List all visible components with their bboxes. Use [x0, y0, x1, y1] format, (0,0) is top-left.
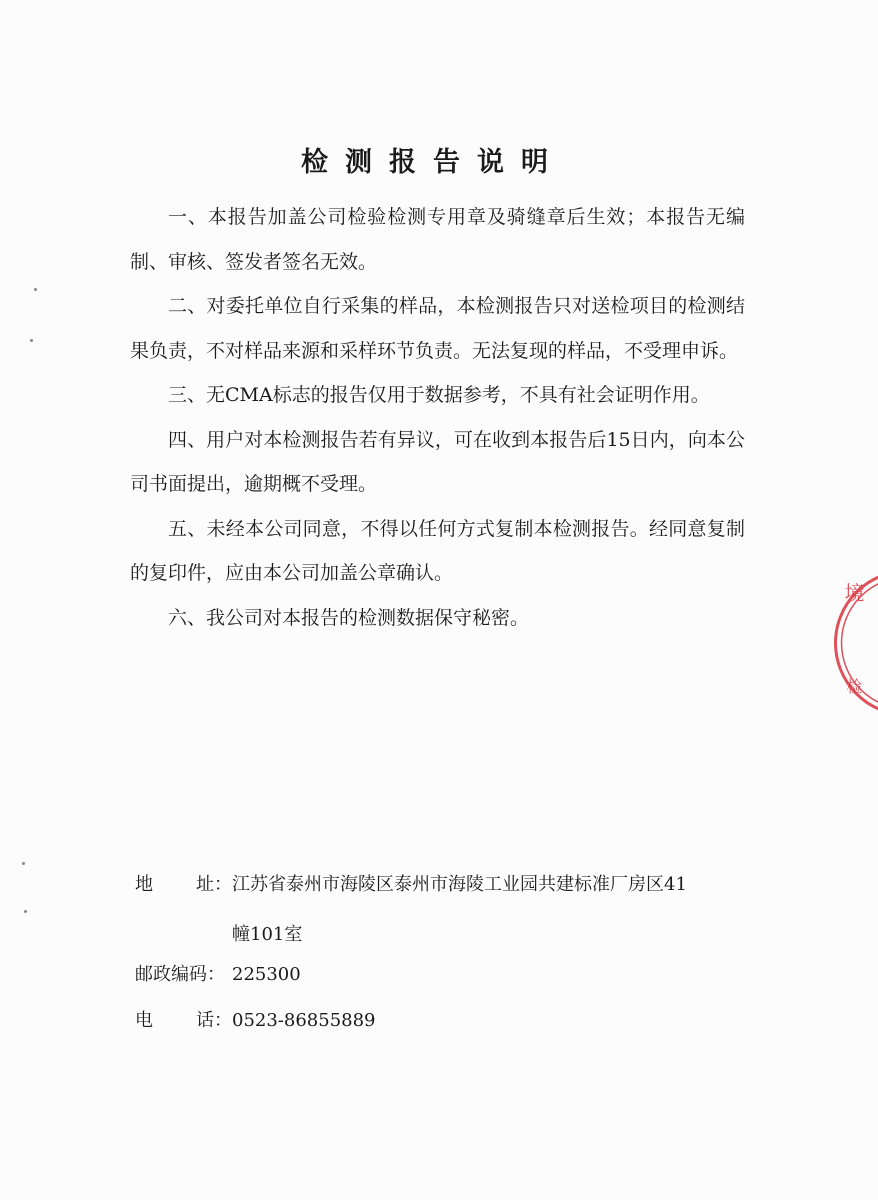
note-paragraph-1: 一、本报告加盖公司检验检测专用章及骑缝章后生效；本报告无编制、审核、签发者签名无效。: [130, 206, 745, 273]
scan-speck: [24, 910, 27, 913]
seal-char-2: 检: [846, 677, 863, 696]
scan-speck: [34, 288, 37, 291]
notes-body: [130, 195, 745, 640]
address-value-continued: 幢101室: [232, 924, 303, 945]
seal-stamp: [818, 568, 878, 718]
address-row: [135, 870, 687, 945]
note-paragraph-6: 六、我公司对本报告的检测数据保守秘密。: [168, 606, 530, 629]
note-paragraph-5: 五、未经本公司同意，不得以任何方式复制本检测报告。经同意复制的复印件，应由本公司加盖公章确认。: [130, 517, 745, 584]
phone-label: 电 话：: [135, 1010, 232, 1031]
postcode-label: 邮政编码：: [135, 964, 225, 985]
note-paragraph-2: 二、对委托单位自行采集的样品，本检测报告只对送检项目的检测结果负责，不对样品来源和采样环节负责。无法复现的样品，不受理申诉。: [130, 295, 745, 362]
note-paragraph-4: 四、用户对本检测报告若有异议，可在收到本报告后15日内，向本公司书面提出，逾期概不受理。: [130, 428, 745, 495]
address-label: 地 址：: [135, 874, 232, 895]
address-value: 江苏省泰州市海陵区泰州市海陵工业园共建标准厂房区41: [232, 874, 687, 895]
postcode-value: 225300: [232, 964, 301, 985]
scan-speck: [22, 862, 25, 865]
postcode-row: [135, 960, 301, 986]
page-title: 检测报告说明: [301, 147, 565, 178]
scan-speck: [30, 339, 33, 342]
seal-char-1: 境: [844, 581, 865, 605]
phone-row: [135, 1006, 376, 1032]
note-paragraph-3: 三、无CMA标志的报告仅用于数据参考，不具有社会证明作用。: [168, 384, 710, 406]
phone-value: 0523-86855889: [232, 1010, 376, 1031]
